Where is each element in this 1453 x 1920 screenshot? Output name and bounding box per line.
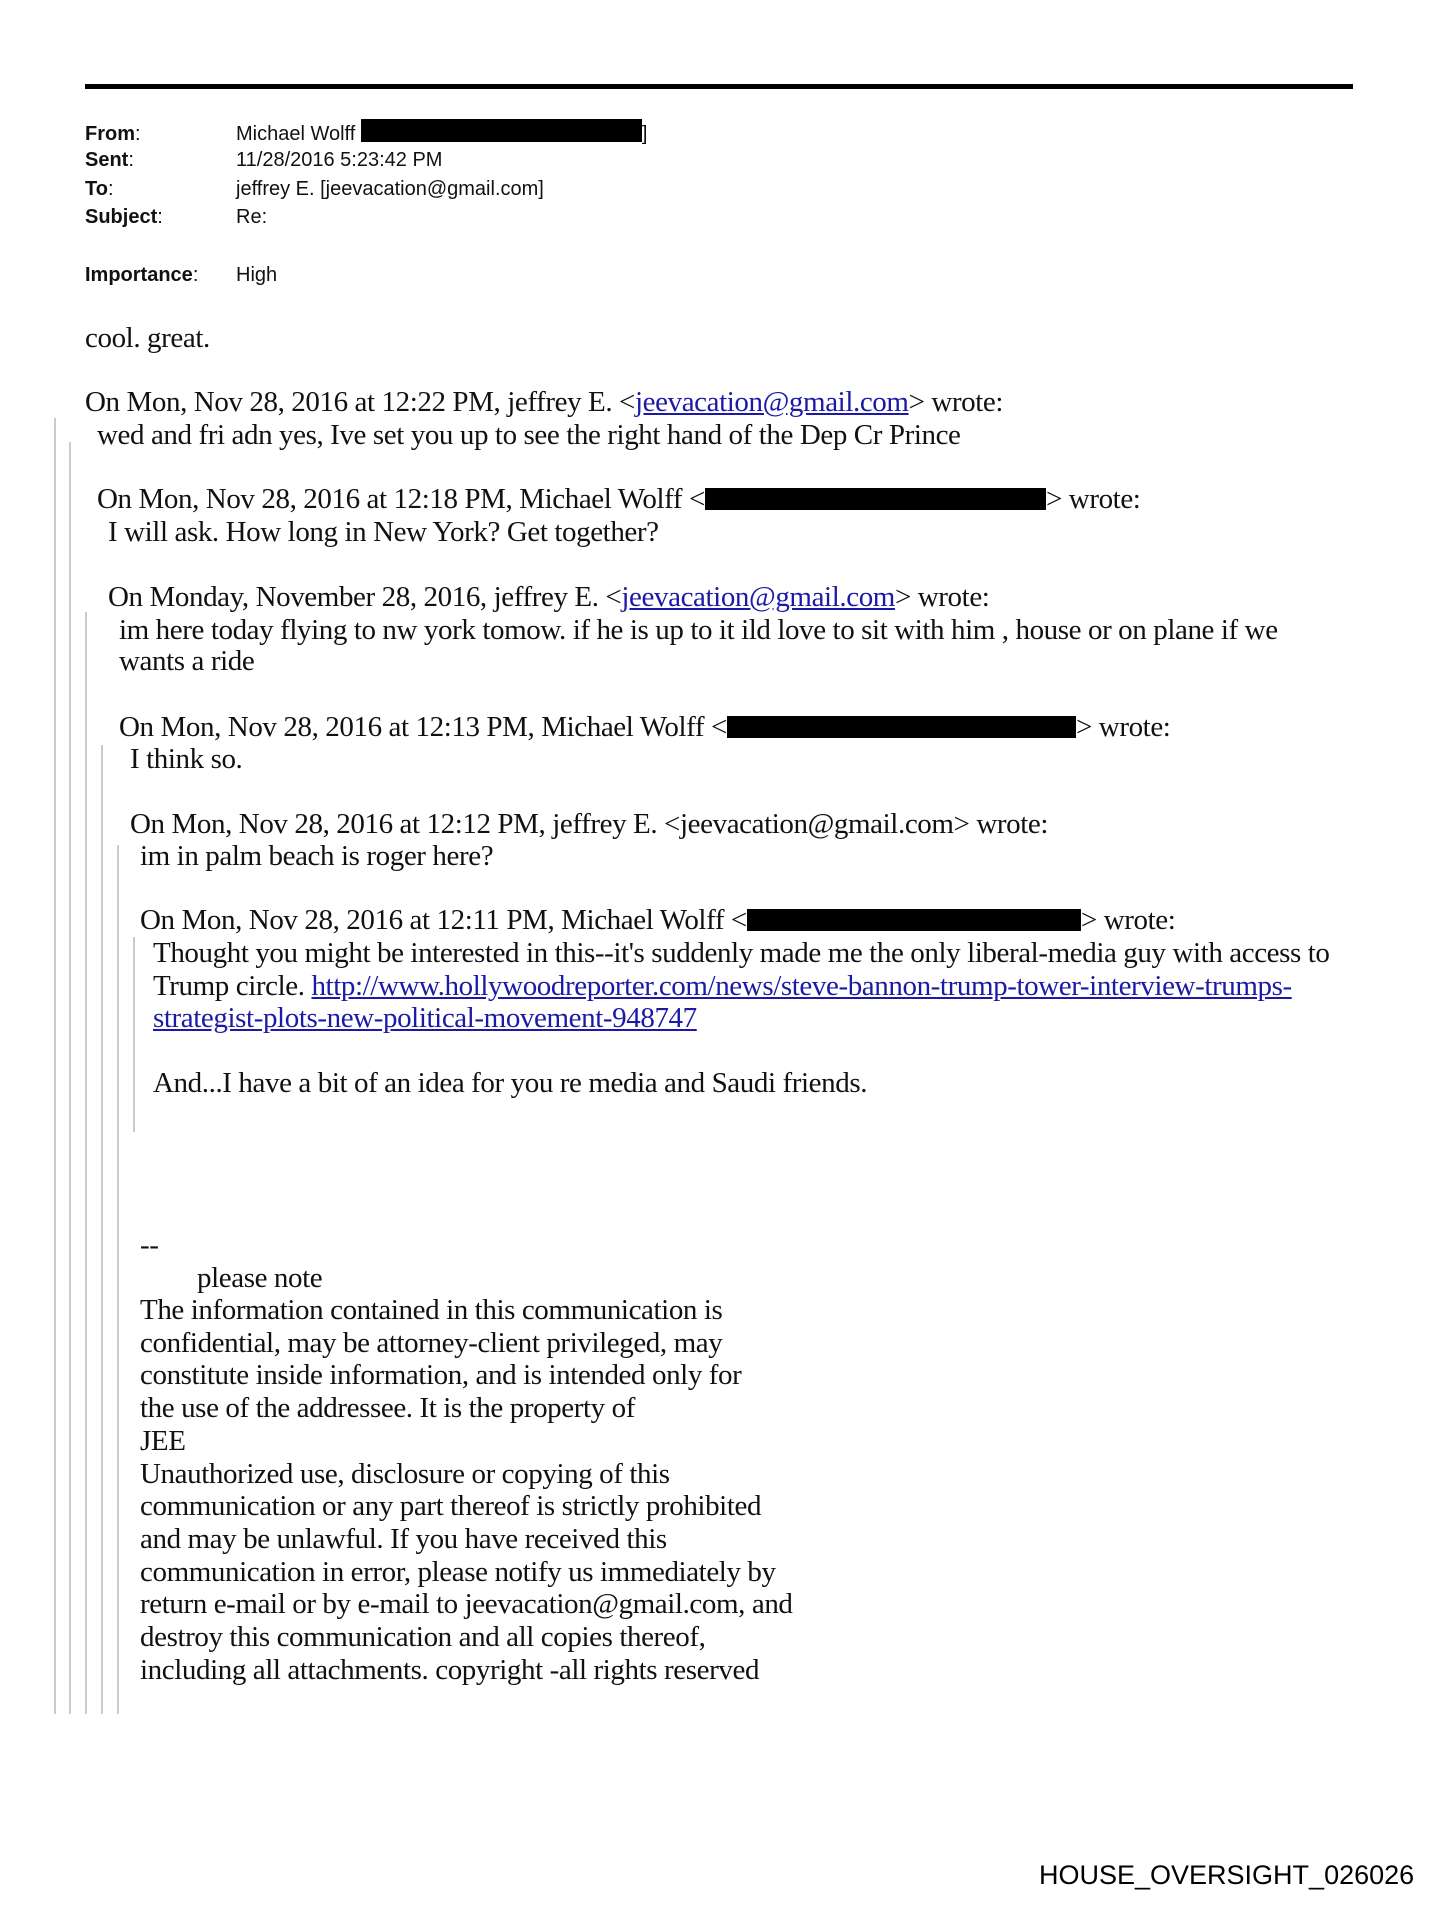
importance-label: Importance: bbox=[85, 264, 199, 286]
sent-row bbox=[85, 148, 442, 172]
subject-label: Subject: bbox=[85, 206, 163, 228]
quote-bar bbox=[133, 937, 135, 1132]
quote-header-3: On Monday, November 28, 2016, jeffrey E. <jeevacation@gmail.com> wrote: bbox=[108, 581, 990, 613]
importance-row bbox=[85, 263, 277, 287]
quote-header-1: On Mon, Nov 28, 2016 at 12:22 PM, jeffrey E. <jeevacation@gmail.com> wrote: bbox=[85, 386, 1004, 418]
quote-text-6b: Trump circle. http://www.hollywoodreporter.com/news/steve-bannon-trump-tower-interview-trumps- bbox=[153, 970, 1292, 1002]
disclaimer-line: communication in error, please notify us immediately by bbox=[140, 1555, 776, 1588]
disclaimer-line: The information contained in this communication is bbox=[140, 1294, 723, 1326]
disclaimer-line: JEE bbox=[140, 1424, 186, 1457]
subject-row bbox=[85, 205, 267, 229]
signature-dashes: -- bbox=[140, 1229, 159, 1261]
redaction bbox=[747, 909, 1081, 931]
bates-number: HOUSE_OVERSIGHT_026026 bbox=[1039, 1860, 1415, 1890]
disclaimer-line: return e-mail or by e-mail to jeevacation@gmail.com, and bbox=[140, 1588, 793, 1621]
redaction bbox=[705, 488, 1046, 510]
redaction bbox=[361, 119, 642, 142]
to-row bbox=[85, 177, 544, 201]
to-value: jeffrey E. [jeevacation@gmail.com] bbox=[236, 178, 544, 200]
disclaimer-line: destroy this communication and all copies thereof, bbox=[140, 1621, 706, 1653]
sent-value: 11/28/2016 5:23:42 PM bbox=[236, 149, 443, 171]
quote-text-6a: Thought you might be interested in this--it's suddenly made me the only liberal-media guy with access to bbox=[153, 937, 1330, 969]
quote-text-3b: wants a ride bbox=[119, 645, 255, 677]
signature-note: please note bbox=[197, 1262, 323, 1294]
quote-header-4: On Mon, Nov 28, 2016 at 12:13 PM, Michael Wolff < > wrote: bbox=[119, 711, 1171, 743]
disclaimer-line: the use of the addressee. It is the property of bbox=[140, 1392, 635, 1425]
disclaimer-line: constitute inside information, and is intended only for bbox=[140, 1359, 742, 1392]
quote-header-2: On Mon, Nov 28, 2016 at 12:18 PM, Michael Wolff < > wrote: bbox=[97, 483, 1141, 515]
email-link[interactable]: jeevacation@gmail.com bbox=[621, 581, 895, 613]
header-rule bbox=[85, 84, 1353, 89]
to-label: To: bbox=[85, 178, 114, 200]
disclaimer-line: communication or any part thereof is strictly prohibited bbox=[140, 1490, 762, 1523]
disclaimer-line: Unauthorized use, disclosure or copying of this bbox=[140, 1457, 670, 1490]
from-value: Michael Wolff bbox=[236, 123, 356, 145]
disclaimer-line: and may be unlawful. If you have received this bbox=[140, 1522, 667, 1555]
from-label: From: bbox=[85, 123, 141, 145]
quote-bar bbox=[69, 442, 71, 1714]
quote-text-4: I think so. bbox=[130, 743, 243, 775]
article-link[interactable]: http://www.hollywoodreporter.com/news/steve-bannon-trump-tower-interview-trumps- bbox=[311, 970, 1292, 1002]
from-bracket: ] bbox=[641, 123, 648, 145]
article-link-cont bbox=[153, 1002, 697, 1034]
importance-value: High bbox=[236, 264, 278, 286]
disclaimer-line: including all attachments. copyright -all rights reserved bbox=[140, 1653, 760, 1686]
quote-text-1: wed and fri adn yes, Ive set you up to see the right hand of the Dep Cr Prince bbox=[97, 419, 961, 451]
redaction bbox=[727, 716, 1076, 738]
quote-bar bbox=[54, 418, 56, 1714]
quote-bar bbox=[85, 612, 87, 1714]
subject-value: Re: bbox=[236, 206, 268, 228]
disclaimer-line: confidential, may be attorney-client privileged, may bbox=[140, 1326, 723, 1359]
reply-text: cool. great. bbox=[85, 322, 210, 354]
quote-header-5: On Mon, Nov 28, 2016 at 12:12 PM, jeffrey E. <jeevacation@gmail.com> wrote: bbox=[130, 808, 1049, 840]
quote-bar bbox=[101, 745, 103, 1714]
quote-bar bbox=[117, 845, 119, 1714]
quote-text-3a: im here today flying to nw york tomow. if he is up to it ild love to sit with him , house or on plane if we bbox=[119, 614, 1278, 646]
quote-text-6c: And...I have a bit of an idea for you re media and Saudi friends. bbox=[153, 1067, 868, 1099]
quote-text-5: im in palm beach is roger here? bbox=[140, 840, 494, 872]
email-link[interactable]: jeevacation@gmail.com bbox=[635, 386, 909, 418]
article-link[interactable]: strategist-plots-new-political-movement-948747 bbox=[153, 1002, 697, 1034]
sent-label: Sent: bbox=[85, 149, 134, 171]
quote-text-2: I will ask. How long in New York? Get together? bbox=[108, 516, 659, 548]
from-row bbox=[85, 119, 647, 146]
quote-header-6: On Mon, Nov 28, 2016 at 12:11 PM, Michael Wolff < > wrote: bbox=[140, 904, 1176, 936]
